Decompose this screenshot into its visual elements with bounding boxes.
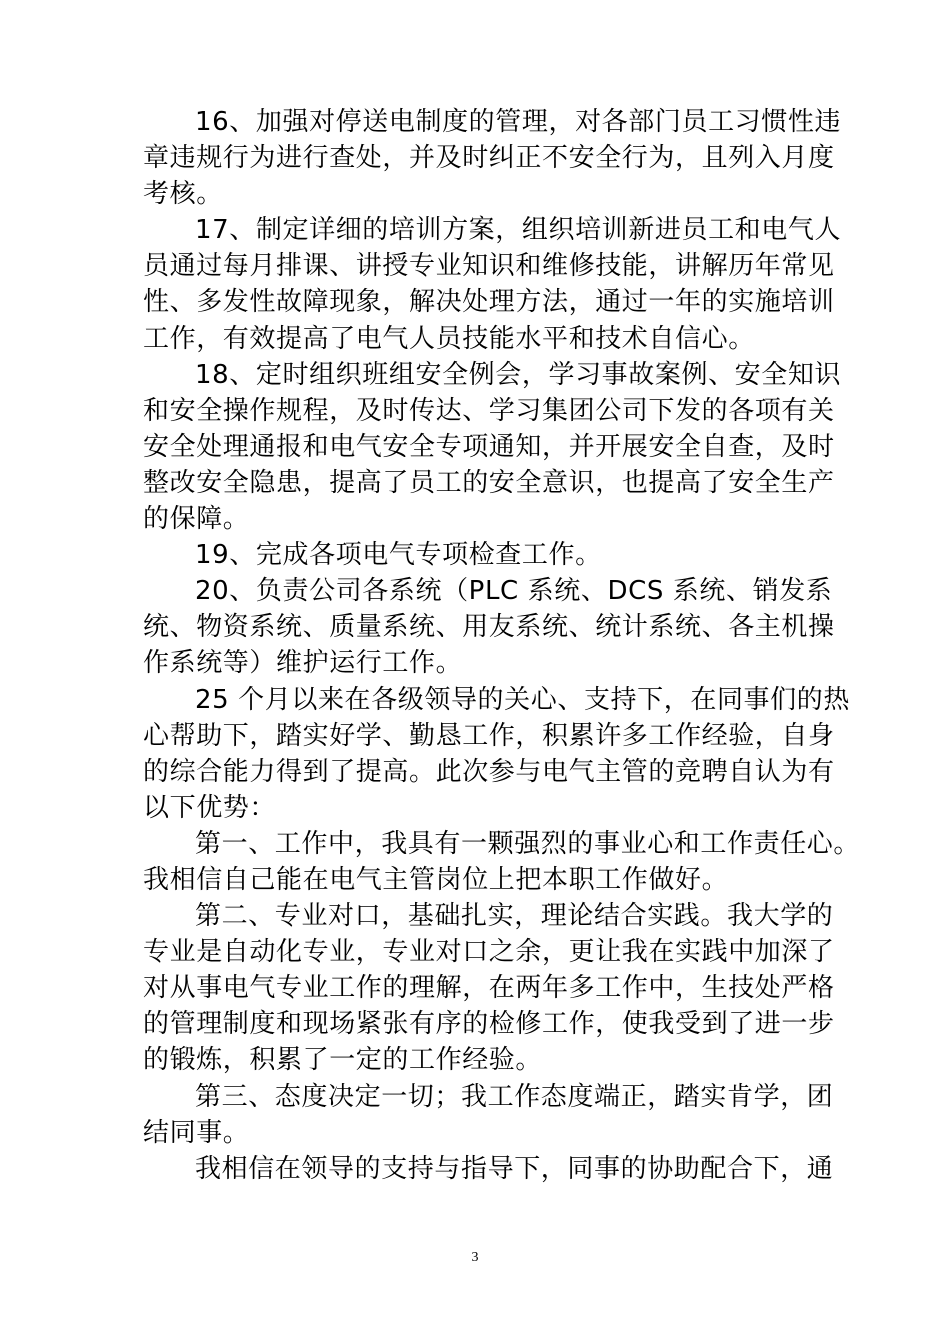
text-line: 我相信自己能在电气主管岗位上把本职工作做好。 (143, 864, 729, 895)
text-line: 18、定时组织班组安全例会，学习事故案例、安全知识 (195, 359, 842, 390)
text-line: 第一、工作中，我具有一颗强烈的事业心和工作责任心。 (195, 828, 861, 859)
text-line: 性、多发性故障现象，解决处理方法，通过一年的实施培训 (143, 287, 835, 318)
text-line: 结同事。 (143, 1117, 250, 1148)
text-line: 章违规行为进行查处，并及时纠正不安全行为，且列入月度 (143, 143, 835, 174)
text-line: 17、制定详细的培训方案，组织培训新进员工和电气人 (195, 215, 842, 246)
text-line: 以下优势： (143, 792, 277, 823)
text-line: 考核。 (143, 179, 223, 210)
text-line: 的锻炼，积累了一定的工作经验。 (143, 1045, 543, 1076)
text-line: 的管理制度和现场紧张有序的检修工作，使我受到了进一步 (143, 1009, 835, 1040)
text-line: 第三、态度决定一切；我工作态度端正，踏实肯学，团 (195, 1081, 834, 1112)
text-line: 的综合能力得到了提高。此次参与电气主管的竞聘自认为有 (143, 756, 835, 787)
page-number: 3 (471, 1250, 479, 1265)
text-line: 16、加强对停送电制度的管理，对各部门员工习惯性违 (195, 107, 842, 137)
text-line: 19、完成各项电气专项检查工作。 (195, 540, 602, 571)
text-line: 20、负责公司各系统（PLC 系统、DCS 系统、销发系 (195, 576, 833, 607)
text-line: 安全处理通报和电气安全专项通知，并开展安全自查，及时 (143, 431, 835, 462)
text-line: 第二、专业对口，基础扎实，理论结合实践。我大学的 (195, 901, 834, 932)
text-line: 统、物资系统、质量系统、用友系统、统计系统、各主机操 (143, 612, 835, 643)
text-line: 工作，有效提高了电气人员技能水平和技术自信心。 (143, 323, 755, 354)
text-line: 整改安全隐患，提高了员工的安全意识，也提高了安全生产 (143, 467, 835, 498)
text-line: 25 个月以来在各级领导的关心、支持下，在同事们的热 (195, 684, 850, 715)
text-line: 和安全操作规程，及时传达、学习集团公司下发的各项有关 (143, 395, 835, 426)
text-line: 专业是自动化专业，专业对口之余，更让我在实践中加深了 (143, 937, 835, 968)
text-line: 我相信在领导的支持与指导下，同事的协助配合下，通 (195, 1153, 834, 1184)
text-line: 对从事电气专业工作的理解，在两年多工作中，生技处严格 (143, 973, 835, 1004)
text-line: 作系统等）维护运行工作。 (143, 648, 463, 679)
text-line: 的保障。 (143, 504, 250, 535)
body-text (143, 104, 861, 1187)
text-line: 员通过每月排课、讲授专业知识和维修技能，讲解历年常见 (143, 251, 835, 282)
text-line: 心帮助下，踏实好学、勤恳工作，积累许多工作经验，自身 (143, 720, 835, 751)
